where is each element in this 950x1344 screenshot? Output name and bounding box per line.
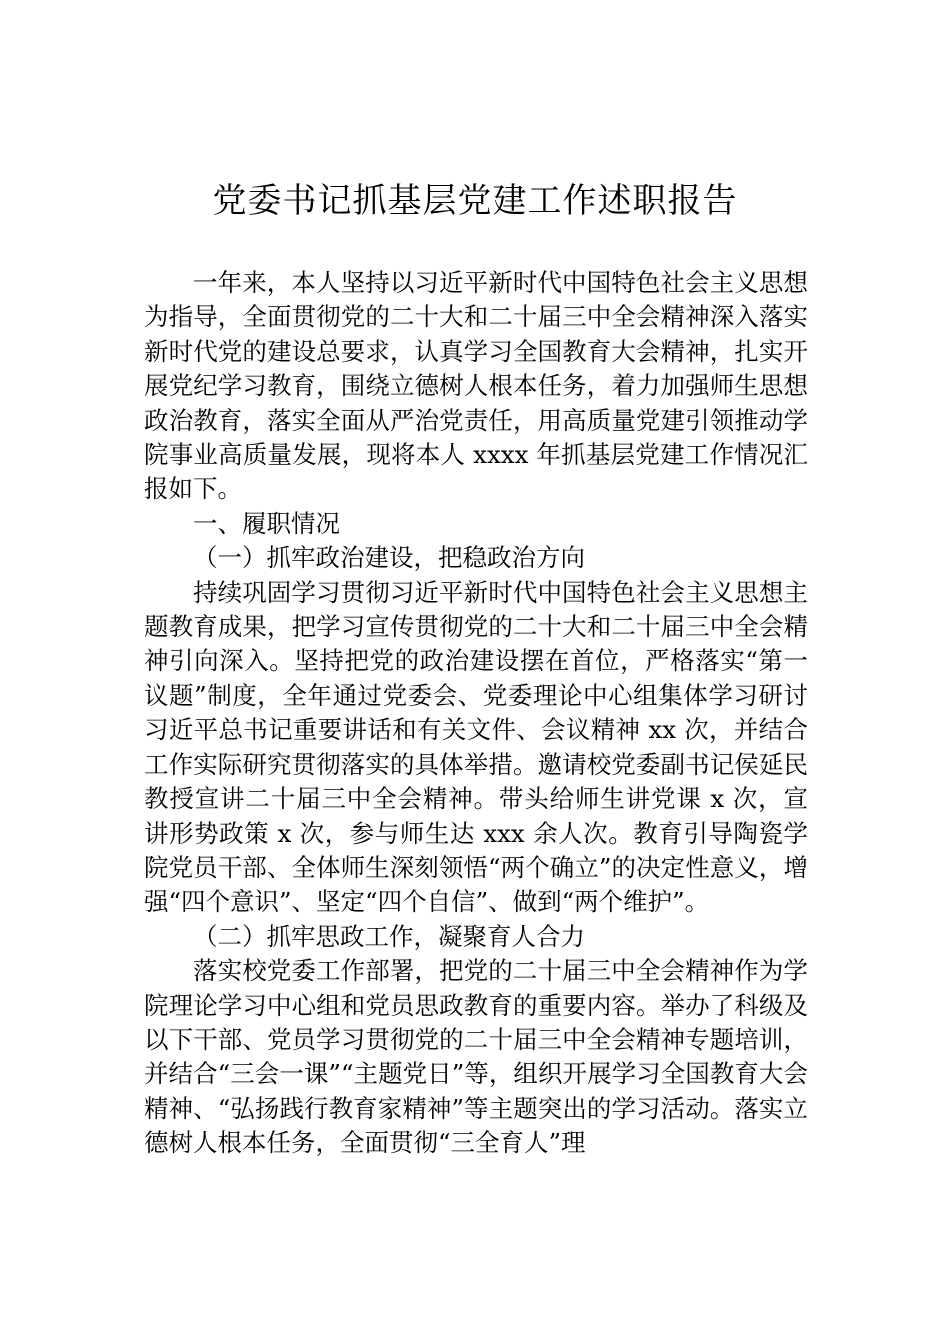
intro-paragraph: 一年来，本人坚持以习近平新时代中国特色社会主义思想为指导，全面贯彻党的二十大和二十届三中全会精神深入落实新时代党的建设总要求，认真学习全国教育大会精神，扎实开展党纪学习教育，围绕立德树人根本任务，着力加强师生思想政治教育，落实全面从严治党责任，用高质量党建引领推动学院事业高质量发展，现将本人 xxxx 年抓基层党建工作情况汇报如下。: [144, 268, 808, 504]
section-heading-duty: 一、履职情况: [193, 508, 340, 538]
paragraph-ideological: 落实校党委工作部署，把党的二十届三中全会精神作为学院理论学习中心组和党员思政教育的重要内容。举办了科级及以下干部、党员学习贯彻党的二十届三中全会精神专题培训，并结合“三会一课”“主题党日”等，组织开展学习全国教育大会精神、“弘扬践行教育家精神”等主题突出的学习活动。落实立德树人根本任务，全面贯彻“三全育人”理: [144, 956, 808, 1158]
subsection-heading-ideological: （二）抓牢思政工作，凝聚育人合力: [193, 921, 585, 951]
subsection-heading-political: （一）抓牢政治建设，把稳政治方向: [193, 543, 585, 573]
document-title: 党委书记抓基层党建工作述职报告: [212, 181, 738, 221]
document-body: [144, 266, 808, 1161]
paragraph-political: 持续巩固学习贯彻习近平新时代中国特色社会主义思想主题教育成果，把学习宣传贯彻党的二十大和二十届三中全会精神引向深入。坚持把党的政治建设摆在首位，严格落实“第一议题”制度，全年通过党委会、党委理论中心组集体学习研讨习近平总书记重要讲话和有关文件、会议精神 xx 次，并结合工作实际研究贯彻落实的具体举措。邀请校党委副书记侯延民教授宣讲二十届三中全会精神。带头给师生讲党课 x 次，宣讲形势政策 x 次，参与师生达 xxx 余人次。教育引导陶瓷学院党员干部、全体师生深刻领悟“两个确立”的决定性意义，增强“四个意识”、坚定“四个自信”、做到“两个维护”。: [144, 577, 808, 917]
